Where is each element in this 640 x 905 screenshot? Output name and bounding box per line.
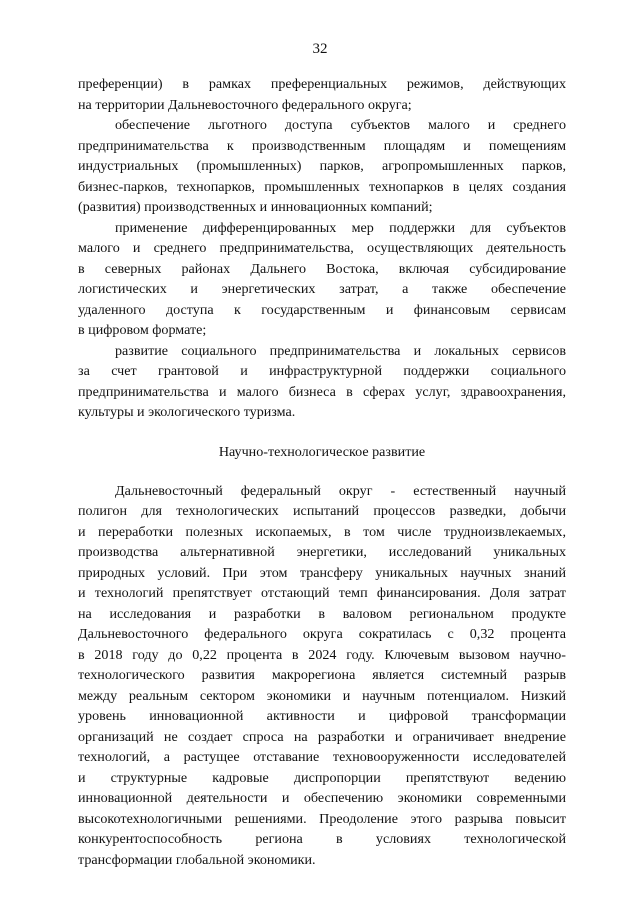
text-line: организаций не создает спроса на разработки и ограничивает внедрение xyxy=(78,728,566,745)
paragraph-preferences-continuation xyxy=(78,74,566,115)
text-line: бизнес-парков, технопарков, промышленных технопарков в целях создания xyxy=(78,178,566,195)
text-line: полигон для технологических испытаний процессов разведки, добычи xyxy=(78,503,566,519)
text-line: конкурентоспособность региона в условиях технологической xyxy=(78,831,566,847)
section-heading: Научно-технологическое развитие xyxy=(218,443,426,460)
text-line: природных условий. При этом трансферу уникальных научных знаний xyxy=(78,564,566,581)
text-line: производства альтернативной энергетики, исследований уникальных xyxy=(78,544,566,560)
text-line: развитие социального предпринимательства и локальных сервисов xyxy=(115,342,566,359)
text-line: и структурные кадровые диспропорции препятствуют ведению xyxy=(78,769,566,786)
text-line: индустриальных (промышленных) парков, агропромышленных парков, xyxy=(78,158,566,174)
text-line: (развития) производственных и инновационных компаний; xyxy=(78,199,433,215)
paragraph-access-to-premises xyxy=(78,115,566,218)
text-line: технологий, а растущее отставание техновооруженности исследователей xyxy=(78,749,566,765)
text-line: предпринимательства к производственным площадям и помещениям xyxy=(78,137,566,154)
text-line: предпринимательства и малого бизнеса в сферах услуг, здравоохранения, xyxy=(78,383,566,400)
text-line: применение дифференцированных мер поддержки для субъектов xyxy=(115,219,566,236)
document-body xyxy=(78,74,566,870)
text-line: Дальневосточный федеральный округ - естественный научный xyxy=(115,482,566,499)
text-line: технологического развития макрорегиона является системный разрыв xyxy=(78,667,566,683)
text-line: в северных районах Дальнего Востока, включая субсидирование xyxy=(78,260,566,277)
text-line: уровень инновационной активности и цифровой трансформации xyxy=(78,708,566,724)
paragraph-scientific-development xyxy=(78,481,566,871)
text-line: в 2018 году до 0,22 процента в 2024 году. Ключевым вызовом научно- xyxy=(78,646,566,663)
text-line: за счет грантовой и инфраструктурной поддержки социального xyxy=(78,363,566,379)
text-line: на исследования и разработки в валовом региональном продукте xyxy=(78,605,566,622)
text-line: высокотехнологичными решениями. Преодоление этого разрыва повысит xyxy=(78,810,566,827)
text-line: культуры и экологического туризма. xyxy=(78,404,296,420)
text-line: между реальным сектором экономики и научным потенциалом. Низкий xyxy=(78,687,566,704)
text-line: удаленного доступа к государственным и финансовым сервисам xyxy=(78,301,566,318)
paragraph-social-entrepreneurship xyxy=(78,341,566,423)
text-line: и технологий препятствует отстающий темп финансирования. Доля затрат xyxy=(78,585,566,601)
page-number: 32 xyxy=(312,41,328,57)
text-line: преференции) в рамках преференциальных режимов, действующих xyxy=(78,76,566,92)
paragraph-differentiated-support xyxy=(78,218,566,341)
text-line: трансформации глобальной экономики. xyxy=(78,851,316,868)
text-line: и переработки полезных ископаемых, в том числе трудноизвлекаемых, xyxy=(78,523,566,540)
text-line: обеспечение льготного доступа субъектов малого и среднего xyxy=(115,117,566,133)
text-line: на территории Дальневосточного федерального округа; xyxy=(78,96,412,113)
text-line: в цифровом формате; xyxy=(78,322,207,338)
text-line: инновационной деятельности и обеспечению экономики современными xyxy=(78,790,566,806)
text-line: Дальневосточного федерального округа сократилась с 0,32 процента xyxy=(78,626,566,642)
text-line: малого и среднего предпринимательства, осуществляющих деятельность xyxy=(78,240,566,256)
text-line: логистических и энергетических затрат, а также обеспечение xyxy=(78,281,566,297)
